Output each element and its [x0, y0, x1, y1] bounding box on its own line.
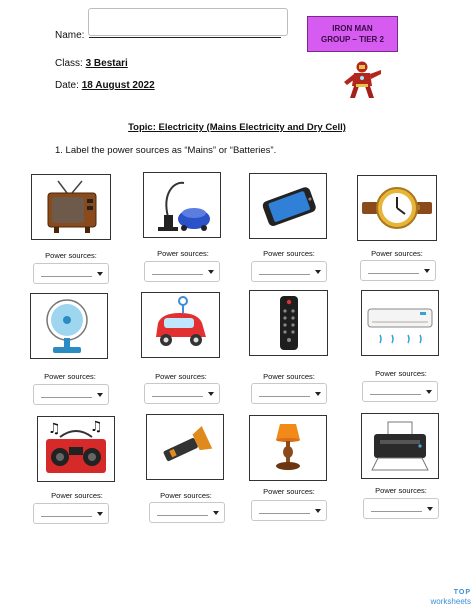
- power-select-television[interactable]: [33, 263, 109, 284]
- power-select-lamp[interactable]: [251, 500, 327, 521]
- power-label-vacuum-cleaner: Power sources:: [157, 249, 209, 258]
- svg-text:♫: ♫: [48, 421, 61, 437]
- power-select-air-conditioner[interactable]: [362, 381, 438, 402]
- chevron-down-icon: [208, 270, 214, 274]
- card-remote-control: [249, 290, 328, 356]
- aircon-icon: [362, 291, 438, 355]
- power-select-printer[interactable]: [363, 498, 439, 519]
- date-row: [55, 80, 155, 91]
- topic-heading: Topic: Electricity (Mains Electricity and Dry Cell): [128, 122, 346, 133]
- power-select-vacuum-cleaner[interactable]: [144, 261, 220, 282]
- ironman-icon: [341, 60, 383, 100]
- torch-icon: [147, 415, 223, 479]
- chevron-down-icon: [315, 270, 321, 274]
- chevron-down-icon: [208, 392, 214, 396]
- lamp-icon: [250, 416, 326, 480]
- chevron-down-icon: [97, 393, 103, 397]
- power-select-mobile-phone[interactable]: [251, 261, 327, 282]
- card-printer: [361, 413, 439, 479]
- chevron-down-icon: [424, 269, 430, 273]
- power-label-air-conditioner: Power sources:: [375, 369, 427, 378]
- vacuum-icon: [144, 173, 220, 237]
- power-select-torchlight[interactable]: [149, 502, 225, 523]
- power-label-mobile-phone: Power sources:: [263, 249, 315, 258]
- name-label: Name:: [55, 30, 85, 41]
- phone-icon: [250, 174, 326, 238]
- power-label-torchlight: Power sources:: [160, 491, 212, 500]
- class-row: [55, 58, 128, 69]
- remote-icon: [250, 291, 327, 355]
- power-select-remote-control[interactable]: [251, 383, 327, 404]
- name-underline: [89, 37, 281, 38]
- card-wrist-watch: [357, 175, 437, 241]
- power-select-wrist-watch[interactable]: [360, 260, 436, 281]
- card-torchlight: [146, 414, 224, 480]
- card-toy-car: [141, 292, 220, 358]
- badge-line1: IRON MAN: [332, 24, 373, 33]
- toy-car-icon: [142, 293, 219, 357]
- power-label-remote-control: Power sources:: [263, 372, 315, 381]
- class-label: Class:: [55, 58, 83, 69]
- card-electric-fan: [30, 293, 108, 359]
- printer-icon: [362, 414, 438, 478]
- radio-icon: [38, 417, 114, 481]
- power-label-radio: Power sources:: [51, 491, 103, 500]
- watermark-bottom: worksheets: [430, 597, 471, 606]
- chevron-down-icon: [426, 390, 432, 394]
- card-mobile-phone: [249, 173, 327, 239]
- chevron-down-icon: [315, 392, 321, 396]
- card-television: [31, 174, 111, 240]
- power-select-radio[interactable]: [33, 503, 109, 524]
- svg-text:♫: ♫: [90, 419, 103, 435]
- power-label-electric-fan: Power sources:: [44, 372, 96, 381]
- watermark-logo: [407, 588, 471, 606]
- class-value: 3 Bestari: [85, 58, 128, 69]
- power-label-lamp: Power sources:: [263, 487, 315, 496]
- chevron-down-icon: [97, 512, 103, 516]
- fan-icon: [31, 294, 107, 358]
- card-vacuum-cleaner: [143, 172, 221, 238]
- group-badge: [307, 16, 398, 52]
- power-label-television: Power sources:: [45, 251, 97, 260]
- watermark-top: TOP: [453, 589, 471, 596]
- power-label-printer: Power sources:: [375, 486, 427, 495]
- card-radio: [37, 416, 115, 482]
- power-label-wrist-watch: Power sources:: [371, 249, 423, 258]
- date-value: 18 August 2022: [81, 80, 155, 91]
- name-input[interactable]: [88, 8, 288, 36]
- power-select-electric-fan[interactable]: [33, 384, 109, 405]
- card-lamp: [249, 415, 327, 481]
- chevron-down-icon: [427, 507, 433, 511]
- date-label: Date:: [55, 80, 79, 91]
- chevron-down-icon: [97, 272, 103, 276]
- power-select-toy-car[interactable]: [144, 383, 220, 404]
- chevron-down-icon: [315, 509, 321, 513]
- tv-icon: [32, 175, 110, 239]
- badge-line2: GROUP – TIER 2: [321, 35, 384, 44]
- instruction-text: 1. Label the power sources as “Mains” or “Batteries”.: [55, 145, 277, 156]
- chevron-down-icon: [213, 511, 219, 515]
- card-air-conditioner: [361, 290, 439, 356]
- watch-icon: [358, 176, 436, 240]
- power-label-toy-car: Power sources:: [155, 372, 207, 381]
